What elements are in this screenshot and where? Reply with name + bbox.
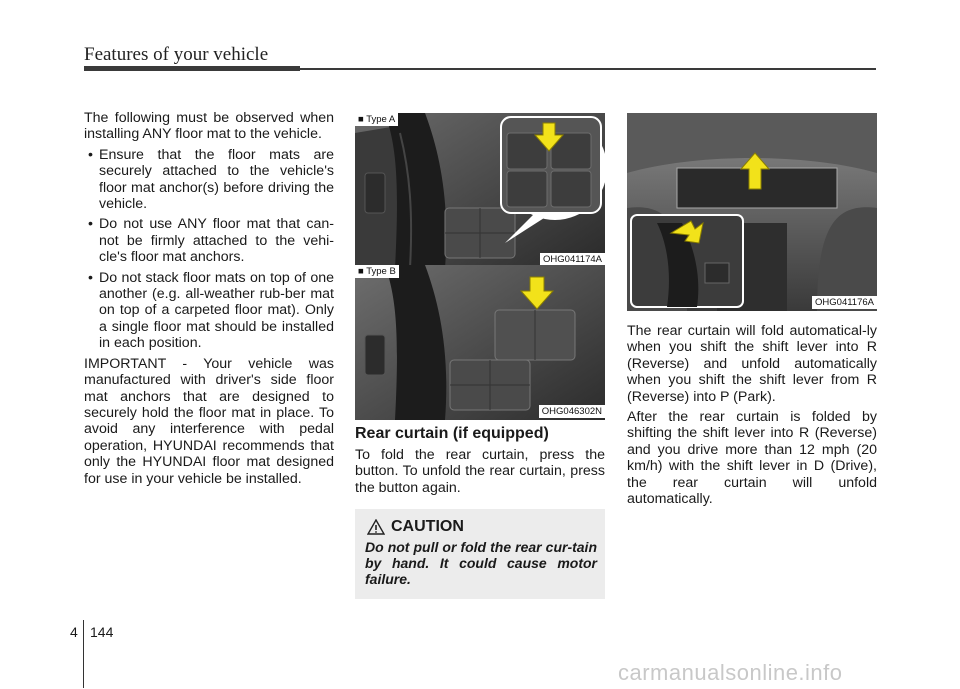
page-divider <box>83 620 84 688</box>
caution-title: CAUTION <box>391 518 464 535</box>
right-column <box>627 323 877 511</box>
paragraph: After the rear curtain is folded by shifting the shift lever into R (Reverse) and you drive more than 12 mph (20 km/h) with the shift lever in D (Drive), the rear curtain will unfold automatically. <box>627 409 877 508</box>
figure-caption: OHG041176A <box>812 296 877 309</box>
watermark: carmanualsonline.info <box>618 660 843 685</box>
page-number: 144 <box>90 624 114 640</box>
chapter-number: 4 <box>70 624 78 640</box>
bullet-item: • Do not stack floor mats on top of one another (e.g. all-weather rub-ber mat on top of a carpeted floor mat). Only a single floor mat should be installed in each position. <box>84 270 334 352</box>
bullet-item: • Do not use ANY floor mat that can-not be firmly attached to the vehi-cle's floor mat anchors. <box>84 216 334 265</box>
caution-text: Do not pull or fold the rear cur-tain by hand. It could cause motor failure. <box>365 539 597 587</box>
figure-type-label: ■ Type B <box>355 265 399 278</box>
left-column <box>84 110 334 491</box>
warning-triangle-icon <box>367 519 385 535</box>
figure-caption: OHG046302N <box>539 405 605 418</box>
intro-text: The following must be observed when installing ANY floor mat to the vehicle. <box>84 110 334 143</box>
important-text: IMPORTANT - Your vehicle was manufactured with driver's side floor mat anchors that are designed to securely hold the floor mat in place. To avoid any interference with pedal operation, HYUNDAI recommends that only the HYUNDAI floor mat designed for use in your vehicle be installed. <box>84 355 334 487</box>
figure-caption: OHG041174A <box>540 253 605 266</box>
paragraph: The rear curtain will fold automatical-ly when you shift the shift lever into R (Reverse) and unfold automatically when you shift the shift lever from R (Reverse) into P (Park). <box>627 323 877 405</box>
header-rule <box>300 68 876 70</box>
figure-type-b-photo <box>355 265 605 420</box>
header-bar <box>84 66 300 71</box>
section-title: Rear curtain (if equipped) <box>355 425 549 442</box>
figure-type-a-photo <box>355 113 605 268</box>
rear-curtain-instructions: To fold the rear curtain, press the button. To unfold the rear curtain, press the button again. <box>355 447 605 496</box>
caution-box <box>355 509 605 599</box>
bullet-item: • Ensure that the floor mats are securely attached to the vehicle's floor mat anchor(s) before driving the vehicle. <box>84 147 334 213</box>
figure-type-label: ■ Type A <box>355 113 398 126</box>
figure-rear-curtain-photo <box>627 113 877 311</box>
header-title: Features of your vehicle <box>84 44 269 65</box>
